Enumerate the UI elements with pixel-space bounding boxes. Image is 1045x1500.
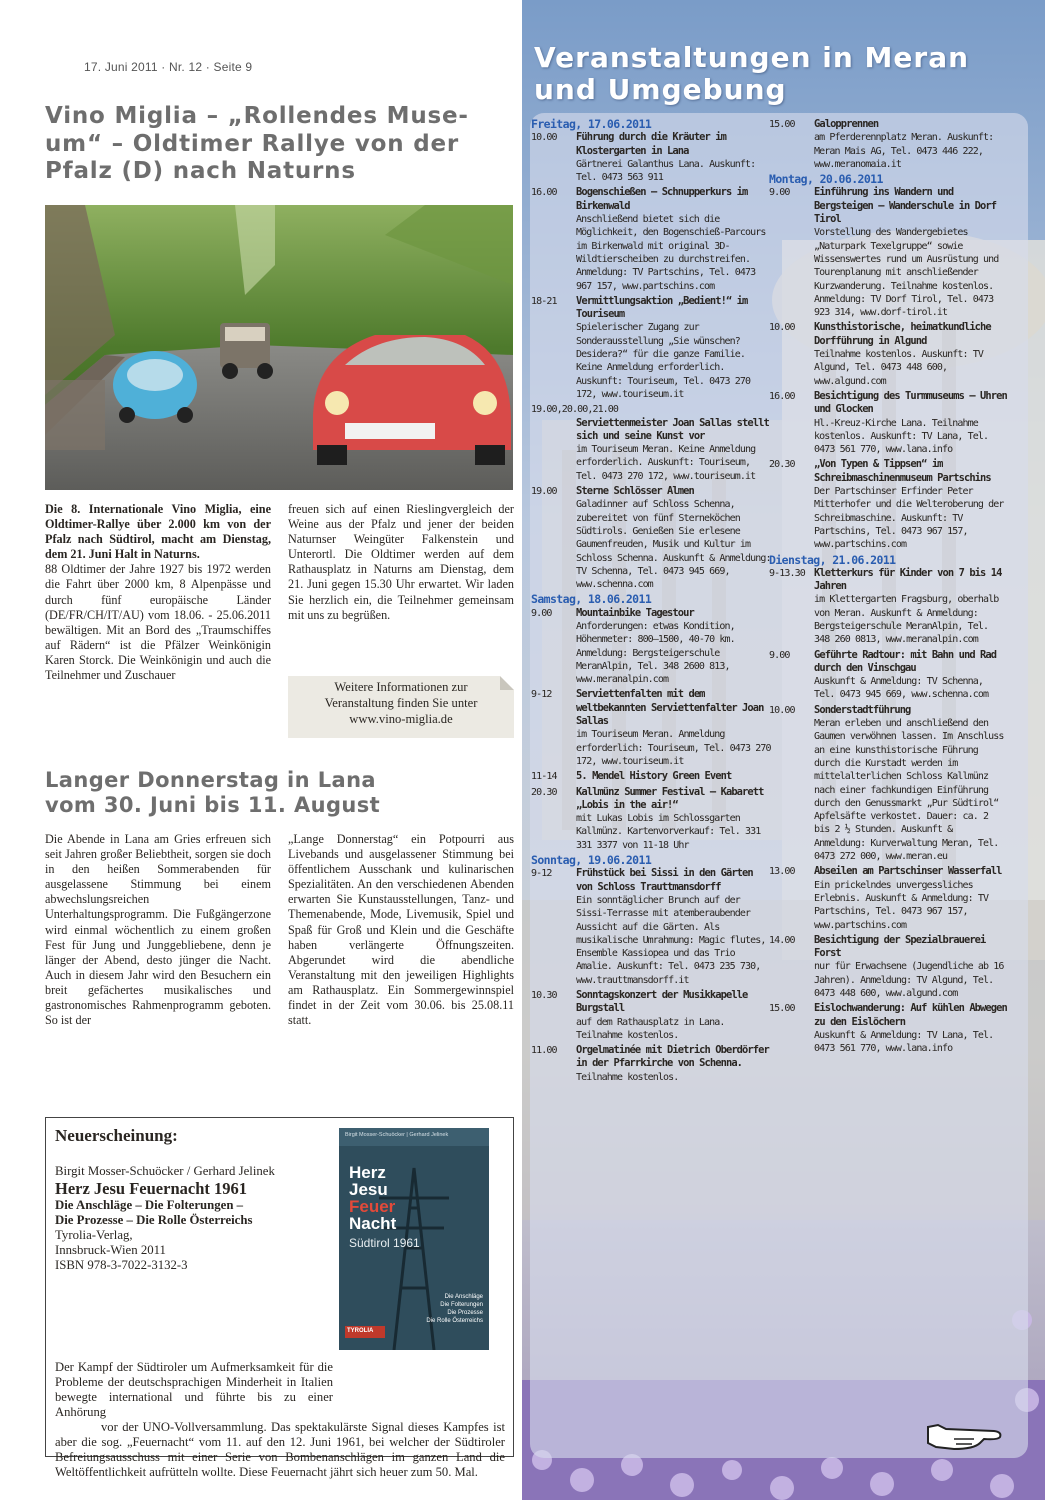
event-day-heading: Freitag, 17.06.2011 xyxy=(531,117,652,131)
cover-subtitle: Die Folterungen xyxy=(440,1302,483,1308)
pointing-hand-icon xyxy=(924,1417,1004,1453)
infobox-line: Weitere Informationen zur xyxy=(334,680,468,694)
event-time: 18-21 xyxy=(531,295,557,307)
book-cover xyxy=(339,1128,489,1350)
event-time: 11.00 xyxy=(531,1045,557,1057)
event-description: im Touriseum Meran. Anmeldung erforderlich: Touriseum, Tel. 0473 270 172, www.touriseum.it xyxy=(576,729,771,767)
event-item xyxy=(531,989,771,1042)
event-item xyxy=(531,131,771,184)
event-item xyxy=(769,458,1007,551)
event-description: Gärtnerei Galanthus Lana. Auskunft: Tel. 0473 563 911 xyxy=(576,158,756,184)
event-title: Besichtigung der Spezialbrauerei Forst xyxy=(814,933,986,960)
event-description: im Klettergarten Fragsburg, oberhalb von Meran. Auskunft & Anmeldung: Bergsteigerschule MeranAlpin, Tel. 348 260 0813, www.meranalpin.com xyxy=(814,594,999,646)
cover-word: Jesu xyxy=(349,1180,388,1199)
events-title-line: und Umgebung xyxy=(534,73,787,106)
cover-word: Feuer xyxy=(349,1197,396,1216)
event-item xyxy=(769,934,1007,1000)
event-item xyxy=(531,867,771,987)
event-title: Bogenschießen – Schnupperkurs im Birkenwald xyxy=(576,186,748,212)
event-item xyxy=(769,390,1007,456)
article-title-langer-donnerstag xyxy=(45,768,515,818)
event-item xyxy=(531,485,771,591)
event-time: 10.00 xyxy=(769,704,795,716)
title-line: Pfalz (D) nach Naturns xyxy=(45,158,356,185)
infobox-line: Veranstaltung finden Sie unter xyxy=(324,696,478,710)
event-time: 10.00 xyxy=(531,132,557,144)
event-item xyxy=(531,186,771,292)
book-publisher: Tyrolia-Verlag, xyxy=(55,1228,133,1242)
event-description: Teilnahme kostenlos. xyxy=(576,1071,679,1083)
event-title: Sonderstadtführung xyxy=(814,703,911,716)
book-description-part2: vor der UNO-Vollversammlung. Das spektakulärste Signal dieses Kampfes ist aber die sog. „Feuernacht“ vom 11. auf den 12. Juni 1961, bei welcher der Südtiroler Befreiungsausschuss mit einer Serie von Bombenanschlägen im ganzen Land die Weltöffentlichkeit aufrütteln wollte. Diese Feuernacht jährt sich heuer zum 50. Mal. xyxy=(55,1420,505,1479)
event-item xyxy=(769,865,1007,931)
event-item xyxy=(531,770,771,783)
event-title: Geführte Radtour: mit Bahn und Rad durch den Vinschgau xyxy=(814,648,997,674)
event-title: Serviettenfalten mit dem weltbekannten Serviettenfalter Joan Sallas xyxy=(576,688,764,728)
event-description: Vorstellung des Wandergebietes „Naturpark Texelgruppe“ sowie Wissenswertes rund um Ausrüstung und Tourenplanung mit anschließender Kurzwanderung. Teilnahme kostenlos. Anmeldung: TV Dorf Tirol, Tel. 0473 923 314, www.dorf-tirol.it xyxy=(814,227,999,319)
event-description: nur für Erwachsene (Jugendliche ab 16 Jahren). Anmeldung: TV Algund, Tel. 0473 448 600, www.algund.com xyxy=(814,961,1004,999)
article1-body-left: 88 Oldtimer der Jahre 1927 bis 1972 werden die Fahrt über 2000 km, 8 Alpenpässe und durch fünf europäische Länder (DE/FR/CH/IT/AU) vom 18.06. - 25.06.2011 bewältigen. Mit an Bord des „Traumschiffes auf Rädern“ ist die Pfälzer Weinkönigin Karen Storck. Die Weinkönigin und auch die Teilnehmer und Zuschauer xyxy=(45,562,271,683)
new-publication-heading: Neuerscheinung: xyxy=(55,1126,178,1145)
event-title: Galopprennen xyxy=(814,118,879,130)
event-title: Abseilen am Partschinser Wasserfall xyxy=(814,865,1002,878)
new-publication-box xyxy=(45,1117,514,1479)
event-title: Sonntagskonzert der Musikkapelle Burgstall xyxy=(576,989,748,1015)
title-line: um“ – Oldtimer Rallye von der xyxy=(45,130,460,157)
article1-body-right: freuen sich auf einen Rieslingvergleich der Weine aus der Pfalz und jener der beiden Naturnser Weingüter Falkenstein und Unterortl. Die Oldtimer werden auf dem Rathausplatz in Naturns am Dienstag, dem 21. Juni gegen 15.30 Uhr erwartet. Wir laden Sie herzlich ein, die Teilnehmer gemeinsam mit uns zu begrüßen. xyxy=(288,502,514,622)
event-description: Meran erleben und anschließend den Gaumen verwöhnen lassen. Im Anschluss an eine kunsthistorische Führung durch die Kurstadt werden im mittelalterlichen Schloss Kallmünz nach einer fachkundigen Einführung durch den Genussmarkt „Pur Südtirol“ Apfelsäfte verkostet. Dauer: ca. 2 bis 2 ½ Stunden. Auskunft & Anmeldung: Kurverwaltung Meran, Tel. 0473 272 000, www.meran.eu xyxy=(814,718,1004,863)
event-time: 10.00 xyxy=(769,322,795,334)
book-isbn: ISBN 978-3-7022-3132-3 xyxy=(55,1258,188,1272)
event-title: Kunsthistorische, heimatkundliche Dorfführung in Algund xyxy=(814,321,991,347)
event-title: Eislochwanderung: Auf kühlen Abwegen zu den Eislöchern xyxy=(814,1002,1007,1028)
vino-miglia-info-box xyxy=(288,676,514,738)
event-item xyxy=(531,1044,771,1084)
event-title: „Von Typen & Tippsen“ im Schreibmaschinenmuseum Partschins xyxy=(814,458,991,484)
cover-subtitle: Die Prozesse xyxy=(447,1310,483,1316)
event-title: Mountainbike Tagestour xyxy=(576,606,694,619)
title-line: vom 30. Juni bis 11. August xyxy=(45,793,381,818)
book-authors: Birgit Mosser-Schuöcker / Gerhard Jelinek xyxy=(55,1164,275,1178)
event-description: Hl.-Kreuz-Kirche Lana. Teilnahme kostenlos. Auskunft: TV Lana, Tel. 0473 561 770, www.lana.info xyxy=(814,417,989,456)
event-time: 14.00 xyxy=(769,934,795,946)
event-time: 9.00 xyxy=(769,649,790,661)
event-description: mit Lukas Lobis im Schlossgarten Kallmünz. Kartenvorverkauf: Tel. 331 331 3377 von 11-18 Uhr xyxy=(576,813,761,851)
book-subtitle: Die Anschläge – Die Folterungen – xyxy=(55,1198,244,1212)
event-title: Orgelmatinée mit Dietrich Oberdörfer in der Pfarrkirche von Schenna. xyxy=(576,1044,769,1070)
event-item xyxy=(769,567,1007,647)
events-panel xyxy=(522,0,1045,1500)
oldtimer-photo xyxy=(45,205,513,490)
cover-publisher: TYROLIA xyxy=(347,1328,374,1334)
event-title: Sterne Schlösser Almen xyxy=(576,485,694,498)
event-time: 15.00 xyxy=(769,1003,795,1015)
title-line: Vino Miglia – „Rollendes Muse- xyxy=(45,103,469,129)
oldtimer-illustration xyxy=(45,205,513,490)
event-description: Auskunft & Anmeldung: TV Lana, Tel. 0473 561 770, www.lana.info xyxy=(814,1029,994,1055)
event-time: 10.30 xyxy=(531,990,557,1001)
article2-body-left: Die Abende in Lana am Gries erfreuen sich seit Jahren großer Beliebtheit, sorgen sie doch in den heißen Sommerabenden für ausgelassene Stimmung bei einem abwechslungsreichen Unterhaltungsprogramm. Die Fußgängerzone wird einmal wöchentlich zu einem großen Fest für Jung und Junggebliebene, denn je länger der Abend, desto jünger die Nacht. Auch in diesem Jahr wird den Besuchern ein breit gefächertes musikalisches und gastronomisches Rahmenprogramm geboten. So ist der xyxy=(45,832,271,1028)
event-item xyxy=(531,607,771,687)
event-title: Einführung ins Wandern und Bergsteigen – Wanderschule in Dorf Tirol xyxy=(814,186,997,226)
event-time: 9-13.30 xyxy=(769,567,805,579)
article2-column-left xyxy=(45,832,271,1028)
event-description: Ein sonntäglicher Brunch auf der Sissi-Terrasse mit atemberaubender Aussicht auf die Gärten. Als musikalische Umrahmung: Magic flutes, Ensemble Kassiopea und das Trio Amalie. Auskunft: Tel. 0473 235 730, www.trauttmansdorff.it xyxy=(576,894,766,986)
book-title: Herz Jesu Feuernacht 1961 xyxy=(55,1179,247,1198)
event-item xyxy=(769,1002,1007,1055)
event-time: 19.00 xyxy=(531,486,557,498)
event-title: Kallmünz Summer Festival – Kabarett „Lobis in the air!“ xyxy=(576,785,764,811)
event-description: Auskunft & Anmeldung: TV Schenna, Tel. 0473 945 669, www.schenna.com xyxy=(814,676,989,701)
book-description-part1: Der Kampf der Südtiroler um Aufmerksamkeit für die Probleme der deutschsprachigen Minderheit in Italien bewegte international und führte bis zu einer Anhörung xyxy=(55,1360,333,1419)
cover-title xyxy=(349,1164,396,1232)
page-fold-icon xyxy=(500,676,514,690)
event-time: 15.00 xyxy=(769,119,795,130)
event-item xyxy=(769,704,1007,864)
event-description: Ein prickelndes unvergessliches Erlebnis. Auskunft & Anmeldung: TV Partschins, Tel. 0473 967 157, www.partschins.com xyxy=(814,879,989,931)
event-time: 20.30 xyxy=(531,786,557,798)
event-item xyxy=(769,321,1007,387)
event-title: Serviettenmeister Joan Sallas stellt sich und seine Kunst vor xyxy=(576,416,769,442)
event-time: 19.00,20.00,21.00 xyxy=(531,404,619,416)
cover-subtitles xyxy=(425,1293,483,1325)
event-time: 16.00 xyxy=(769,390,795,402)
cover-authors: Birgit Mosser-Schuöcker | Gerhard Jelinek xyxy=(345,1132,449,1138)
cover-subtitle: Die Rolle Österreichs xyxy=(426,1318,483,1324)
event-title: Vermittlungsaktion „Bedient!“ im Touriseum xyxy=(576,294,748,321)
event-description: im Touriseum Meran. Keine Anmeldung erforderlich. Auskunft: Touriseum, Tel. 0473 270 172, www.touriseum.it xyxy=(576,444,756,482)
vino-miglia-link[interactable]: www.vino-miglia.de xyxy=(349,712,453,726)
event-description: Galadinner auf Schloss Schenna, zubereitet von fünf Sterneköchen Südtirols. Genießen Sie erlesene Gaumenfreuden, Musik und Kultur im Schloss Schenna. Auskunft & Anmeldung: TV Schenna, Tel. 0473 945 669, www.schenna.com xyxy=(576,499,771,591)
article1-lead: Die 8. Internationale Vino Miglia, eine Oldtimer-Rallye über 2.000 km von der Pfalz nach Südtirol, macht am Dienstag, dem 21. Juni Halt in Naturns. xyxy=(45,502,271,562)
blue-isetta xyxy=(113,351,197,423)
article2-column-right xyxy=(288,832,514,1028)
cover-word: Herz xyxy=(349,1163,386,1182)
title-line: Langer Donnerstag in Lana xyxy=(45,768,376,792)
event-day-heading: Sonntag, 19.06.2011 xyxy=(531,853,652,868)
article1-column-right xyxy=(288,502,514,623)
event-item xyxy=(531,295,771,401)
article2-body-right: „Lange Donnerstag“ ein Potpourri aus Livebands und ausgelassener Stimmung bei öffentlichem Ausschank und kulinarischen Spezialitäten. An den verschiedenen Abenden erwarten Sie Kunstausstellungen, Tanz- und Themenabende, Mode, Livemusik, Spiel und Spaß für Groß und Klein und die Geschäfte haben verlängerte Öffnungszeiten. Abgerundet wird die abendliche Veranstaltung mit den jeweiligen Highlights am Rathausplatz. Ein Sommergewinnspiel findet in der Zeit vom 30.06. bis 25.08.11 statt. xyxy=(288,832,514,1028)
event-description: Teilnahme kostenlos. Auskunft: TV Algund, Tel. 0473 448 600, www.algund.com xyxy=(814,349,983,387)
event-time: 9-12 xyxy=(531,868,552,880)
event-item xyxy=(531,403,771,483)
event-item xyxy=(769,649,1007,702)
event-time: 20.30 xyxy=(769,459,795,471)
event-description: Der Partschinser Erfinder Peter Mitterhofer und die Welteroberung der Schreibmaschine. Auskunft: TV Partschins, Tel. 0473 967 157, www.partschins.com xyxy=(814,486,1004,551)
event-title: 5. Mendel History Green Event xyxy=(576,770,732,783)
event-description: Anforderungen: etwas Kondition, Höhenmeter: 800–1500, 40-70 km. Anmeldung: Bergsteigerschule MeranAlpin, Tel. 348 2600 813, www.meranalpin.com xyxy=(576,620,735,686)
cover-subtitle: Die Anschläge xyxy=(444,1294,483,1300)
event-day-heading: Samstag, 18.06.2011 xyxy=(531,592,652,607)
event-item xyxy=(769,186,1007,319)
cover-year: Südtirol 1961 xyxy=(349,1236,420,1250)
event-title: Frühstück bei Sissi in den Gärten von Schloss Trauttmansdorff xyxy=(576,867,753,893)
events-title-line: Veranstaltungen in Meran xyxy=(534,41,970,74)
event-title: Kletterkurs für Kinder von 7 bis 14 Jahren xyxy=(814,566,1002,593)
event-description: auf dem Rathausplatz in Lana. Teilnahme kostenlos. xyxy=(576,1016,725,1041)
event-time: 16.00 xyxy=(531,187,557,199)
event-title: Führung durch die Kräuter im Klostergarten in Lana xyxy=(576,131,726,157)
event-time: 9.00 xyxy=(531,607,552,619)
event-time: 9-12 xyxy=(531,689,552,701)
event-time: 9.00 xyxy=(769,187,790,199)
book-subtitle: Die Prozesse – Die Rolle Österreichs xyxy=(55,1213,253,1227)
article-title-vino-miglia xyxy=(45,103,505,186)
event-time: 13.00 xyxy=(769,866,795,878)
event-day-heading: Dienstag, 21.06.2011 xyxy=(769,552,896,567)
event-item xyxy=(769,118,1007,171)
event-item xyxy=(531,688,771,768)
events-title xyxy=(534,42,969,106)
cover-word: Nacht xyxy=(349,1214,397,1233)
event-title: Besichtigung des Turmmuseums – Uhren und Glocken xyxy=(814,389,1007,416)
event-description: Anschließend bietet sich die Möglichkeit, den Bogenschieß-Parcours im Birkenwald mit original 3D-Wildtierscheiben zu durchstreifen. Anmeldung: TV Partschins, Tel. 0473 967 157, www.partschins.com xyxy=(576,214,766,292)
event-day-heading: Montag, 20.06.2011 xyxy=(769,172,883,187)
event-item xyxy=(531,786,771,852)
event-time: 11-14 xyxy=(531,771,557,783)
events-column-1 xyxy=(531,118,771,1086)
event-description: am Pferderennplatz Meran. Auskunft: Meran Mais AG, Tel. 0473 446 222, www.meranomaia.it xyxy=(814,132,994,170)
event-description: Spielerischer Zugang zur Sonderausstellung „Sie wünschen? Desidera?“ für die ganze Familie. Keine Anmeldung erforderlich. Auskunft: Touriseum, Tel. 0473 270 172, www.touriseum.it xyxy=(576,322,751,400)
article1-column-left xyxy=(45,502,271,683)
book-meta xyxy=(55,1164,340,1273)
events-column-2 xyxy=(769,118,1007,1057)
red-porsche xyxy=(313,335,511,465)
book-place: Innsbruck-Wien 2011 xyxy=(55,1243,166,1257)
page-info: 17. Juni 2011 · Nr. 12 · Seite 9 xyxy=(84,60,253,74)
